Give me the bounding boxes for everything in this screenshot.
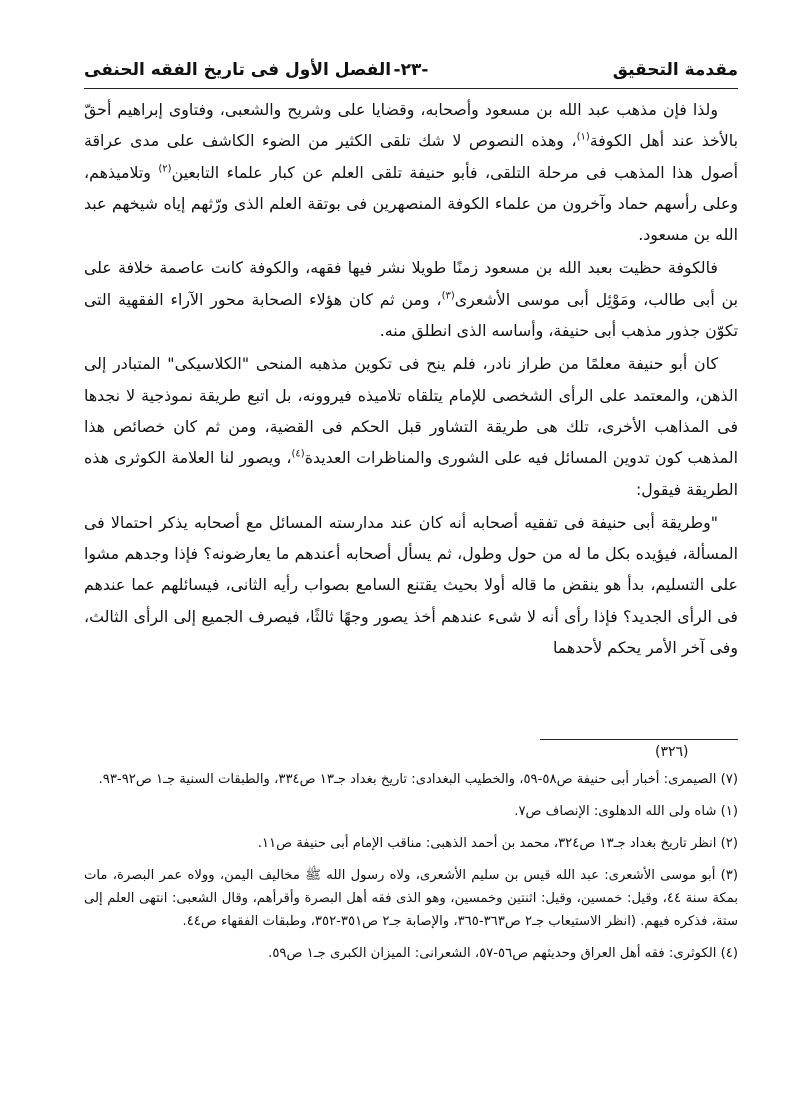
footnote: (٧) الصيمرى: أخبار أبى حنيفة ص٥٨-٥٩، والخطيب البغدادى: تاريخ بغداد جـ١٣ ص٣٣٤، والطبقات السنية جـ١ ص٩٢-٩٣. (98, 772, 738, 787)
footnote-separator (540, 739, 738, 740)
paragraph: ولذا فإن مذهب عبد الله بن مسعود وأصحابه، وقضايا على وشريح والشعبى، وفتاوى إبراهيم أحقّ بالأخذ عند أهل الكوفة$^{(١)}$، وهذه النصوص لا شك تلقى الكثير من الضوء الكاشف على مدى عراقة أصول هذا المذهب فى مرحلة التلقى، فأبو حنيفة تلقى العلم عن كبار علماء التابعين$^{(٢)}$ وتلاميذهم، وعلى رأسهم حماد وآخرون من علماء الكوفة المنصهرين فى بوتقة العلم الذى ورّثهم إياه شيخهم عبد الله بن مسعود. (84, 100, 739, 245)
footnote: (٣) أبو موسى الأشعرى: عبد الله قيس بن سليم الأشعرى، ولاه رسول الله ﷺ مخاليف اليمن، وولاه عمر البصرة، مات بمكة سنة ٤٤، وقيل: خمسين، وقيل: اثنتين وخمسين، وهو الذى فقه أهل البصرة وأقرأهم، وقال الشعبى: انتهى العلم إلى ستة، فذكره فيهم. (انظر الاستيعاب جـ٢ ص٣٦٣-٣٦٥، والإصابة جـ٢ ص٣٥١-٣٥٢، وطبقات الفقهاء ص٤٤. (84, 868, 738, 929)
header-rule (84, 88, 738, 89)
page-header (84, 58, 738, 88)
page-number-header: -٢٣- (393, 60, 429, 80)
quote-paragraph: "وطريقة أبى حنيفة فى تفقيه أصحابه أنه كان عند مدارسته المسائل مع أصحابه يذكر احتمالا فى المسألة، فيؤيده بكل ما له من حول وطول، ثم يسأل أصحابه أعندهم ما يعارضونه؟ فإذا وجدهم مشوا على التسليم، بدأ هو ينقض ما قاله أولا بحيث يقتنع السامع بصواب رأيه الثانى، فيسائلهم عما عندهم فى الرأى الجديد؟ فإذا رأى أنه لا شىء عندهم أخذ يصور وجهًا ثالثًا، فيصرف الجميع إلى الرأى الثالث، وفى آخر الأمر يحكم لأحدهما (84, 512, 738, 658)
main-text (84, 94, 738, 663)
footnote-ref: (١) (576, 132, 590, 144)
book-section-title: مقدمة التحقيق (612, 60, 738, 80)
footnote: (٤) الكوثرى: فقه أهل العراق وحديثهم ص٥٦-٥٧، الشعرانى: الميزان الكبرى جـ١ ص٥٩. (268, 946, 738, 961)
footnote-ref: (٤) (291, 449, 305, 460)
paragraph: كان أبو حنيفة معلمًا من طراز نادر، فلم ينح فى تكوين مذهبه المنحى "الكلاسيكى" المتبادر إلى الذهن، والمعتمد على الرأى الشخصى للإمام يتلقاه تلاميذه فيروونه، بل اتبع طريقة نموذجية لا نجدها فى المذاهب الأخرى، تلك هى طريقة التشاور قبل الحكم فى القضية، ومن ثم كان خصائص هذا المذهب كون تدوين المسائل فيه على الشورى والمناظرات العديدة$^{(٤)}$، ويصور لنا العلامة الكوثرى هذه الطريقة فيقول: (84, 354, 738, 499)
paragraph: فالكوفة حظيت بعبد الله بن مسعود زمنًا طويلا نشر فيها فقهه، والكوفة كانت عاصمة خلافة على بن أبى طالب، ومَوْئِل أبى موسى الأشعرى$^{(٣)}$، ومن ثم كان هؤلاء الصحابة محور الآراء الفقهية التى تكوّن جذور مذهب أبى حنيفة، وأساسه الذى انطلق منه. (84, 258, 738, 341)
footnote-ref: (٣) (441, 290, 455, 302)
page-number: (٣٢٦) (655, 744, 689, 760)
footnote: (١) شاه ولى الله الدهلوى: الإنصاف ص٧. (514, 804, 738, 819)
chapter-title: الفصل الأول فى تاريخ الفقه الحنفى (84, 60, 392, 80)
footnote: (٢) انظر تاريخ بغداد جـ١٣ ص٣٢٤، محمد بن أحمد الذهبى: مناقب الإمام أبى حنيفة ص١١. (257, 836, 738, 851)
footnote-ref: (٢) (158, 163, 172, 175)
footnotes (84, 768, 738, 974)
